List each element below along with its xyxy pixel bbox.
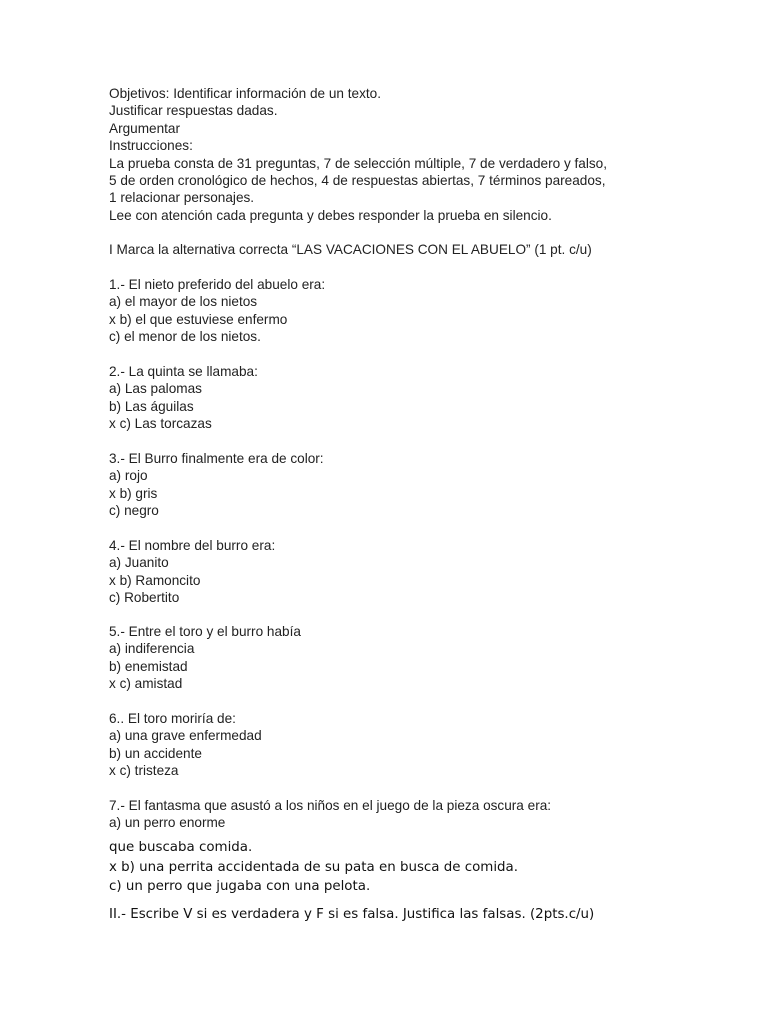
question-1 bbox=[109, 276, 748, 346]
question-text: 6.. El toro moriría de: bbox=[109, 711, 236, 726]
question-text: 3.- El Burro finalmente era de color: bbox=[109, 451, 324, 466]
answer-option: x b) el que estuviese enfermo bbox=[109, 311, 288, 327]
answer-option: que buscaba comida. bbox=[109, 840, 253, 855]
answer-option: a) una grave enfermedad bbox=[109, 728, 262, 744]
answer-option: x c) Las torcazas bbox=[109, 416, 212, 432]
question-text: 1.- El nieto preferido del abuelo era: bbox=[109, 277, 326, 292]
objective-line: Objetivos: Identificar información de un texto. bbox=[109, 86, 382, 101]
answer-option: x b) gris bbox=[109, 485, 158, 501]
section-1-title bbox=[109, 241, 748, 258]
answer-option: x c) amistad bbox=[109, 676, 183, 692]
instruction-line: 1 relacionar personajes. bbox=[109, 190, 255, 206]
question-text: 5.- Entre el toro y el burro había bbox=[109, 624, 301, 639]
question-text: 2.- La quinta se llamaba: bbox=[109, 364, 258, 379]
objective-line: Argumentar bbox=[109, 120, 181, 136]
answer-option: c) un perro que jugaba con una pelota. bbox=[109, 879, 371, 894]
instructions-heading: Instrucciones: bbox=[109, 138, 193, 154]
answer-option: x c) tristeza bbox=[109, 763, 179, 779]
section-title-text: II.- Escribe V si es verdadera y F si es falsa. Justifica las falsas. (2pts.c/u) bbox=[109, 907, 595, 922]
answer-option: c) Robertito bbox=[109, 590, 180, 606]
section-title-text: I Marca la alternativa correcta “LAS VACACIONES CON EL ABUELO” (1 pt. c/u) bbox=[109, 242, 592, 257]
question-3 bbox=[109, 450, 748, 520]
question-text: 4.- El nombre del burro era: bbox=[109, 538, 276, 553]
instruction-line: 5 de orden cronológico de hechos, 4 de respuestas abiertas, 7 términos pareados, bbox=[109, 173, 606, 189]
answer-option: a) Las palomas bbox=[109, 381, 202, 397]
objective-line: Justificar respuestas dadas. bbox=[109, 103, 278, 119]
answer-option: c) el menor de los nietos. bbox=[109, 329, 261, 345]
answer-option: b) enemistad bbox=[109, 658, 188, 674]
objectives-block bbox=[109, 85, 748, 224]
answer-option: a) rojo bbox=[109, 468, 148, 484]
answer-option: c) negro bbox=[109, 503, 159, 519]
answer-option: x b) Ramoncito bbox=[109, 572, 201, 588]
answer-option: a) un perro enorme bbox=[109, 815, 226, 831]
question-text: 7.- El fantasma que asustó a los niños en el juego de la pieza oscura era: bbox=[109, 798, 552, 813]
instruction-line: Lee con atención cada pregunta y debes responder la prueba en silencio. bbox=[109, 207, 552, 223]
answer-option: b) un accidente bbox=[109, 745, 202, 761]
answer-option: a) indiferencia bbox=[109, 641, 195, 657]
answer-option: x b) una perrita accidentada de su pata en busca de comida. bbox=[109, 859, 519, 875]
question-2 bbox=[109, 363, 748, 433]
question-6 bbox=[109, 710, 748, 780]
section-2-title bbox=[109, 905, 748, 925]
question-5 bbox=[109, 623, 748, 693]
question-7-continuation bbox=[109, 838, 748, 897]
answer-option: a) el mayor de los nietos bbox=[109, 294, 258, 310]
question-7 bbox=[109, 797, 748, 832]
question-4 bbox=[109, 537, 748, 607]
answer-option: b) Las águilas bbox=[109, 398, 194, 414]
answer-option: a) Juanito bbox=[109, 555, 169, 571]
instruction-line: La prueba consta de 31 preguntas, 7 de selección múltiple, 7 de verdadero y falso, bbox=[109, 155, 608, 171]
